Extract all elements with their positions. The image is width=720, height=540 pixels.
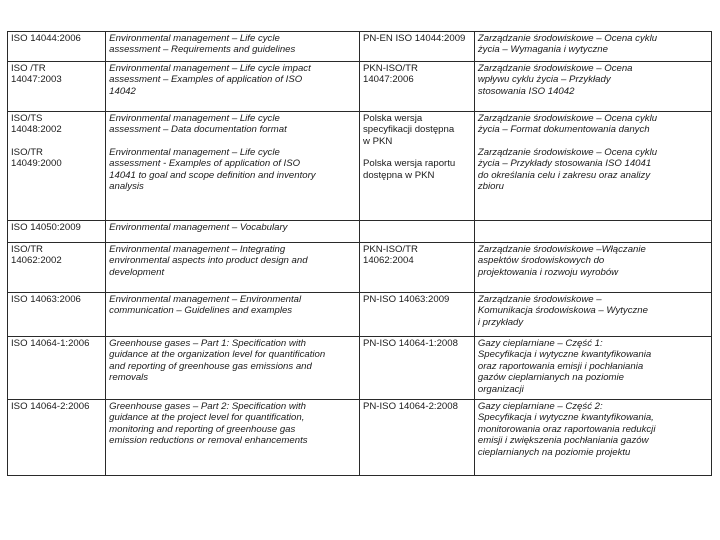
standard-number-cell-text: ISO/TR 14062:2002: [11, 244, 62, 267]
polish-standard-cell: [359, 400, 474, 476]
polish-standard-cell: [359, 112, 474, 221]
standard-number-cell: [8, 400, 106, 476]
standard-number-cell: [8, 337, 106, 400]
polish-standard-cell: [359, 293, 474, 337]
table-row: [8, 221, 712, 243]
english-title-cell-text: Greenhouse gases – Part 1: Specification with guidance at the organization level for quantification and reporting of greenhouse gas emissions and removals: [109, 338, 326, 384]
polish-title-cell: [474, 337, 711, 400]
polish-title-cell-text: Zarządzanie środowiskowe – Ocena wpływu cyklu życia – Przykłady stosowania ISO 14042: [477, 63, 633, 97]
polish-title-cell-text: Zarządzanie środowiskowe – Ocena cyklu życia – Wymagania i wytyczne: [477, 33, 658, 56]
standard-number-cell-text: ISO 14064-1:2006: [11, 338, 90, 349]
polish-title-cell: [474, 62, 711, 112]
english-title-cell: [106, 112, 360, 221]
standard-number-cell: [8, 62, 106, 112]
english-title-cell-text: Environmental management – Life cycle impact assessment – Examples of application of ISO 14042: [109, 63, 311, 97]
polish-title-cell: [474, 293, 711, 337]
english-title-cell: [106, 400, 360, 476]
table-row: [8, 62, 712, 112]
standard-number-cell: [8, 293, 106, 337]
english-title-cell: [106, 32, 360, 62]
polish-standard-cell-text: Polska wersja specyfikacji dostępna w PKN: [362, 113, 455, 147]
english-title-cell-text: Environmental management – Life cycle assessment – Requirements and guidelines: [109, 33, 296, 56]
standard-number-cell-text: ISO 14050:2009: [11, 222, 81, 233]
english-title-cell: [106, 221, 360, 243]
polish-standard-cell-text: PN-ISO 14064-1:2008: [362, 338, 458, 349]
standard-number-cell-text: ISO 14044:2006: [11, 33, 81, 44]
polish-title-cell-text: Gazy cieplarniane – Część 1: Specyfikacja i wytyczne kwantyfikowania oraz raportowania emisji i pochłaniania gazów cieplarnianych na poziomie organizacji: [477, 338, 652, 395]
paragraph-gap: [109, 136, 356, 147]
standard-number-cell: [8, 243, 106, 293]
polish-standard-cell-text: PN-EN ISO 14044:2009: [362, 33, 466, 44]
polish-title-cell-text: Zarządzanie środowiskowe – Ocena cyklu życia – Format dokumentowania danych: [477, 113, 658, 136]
paragraph-gap: [11, 136, 102, 147]
english-title-cell-text: Environmental management – Vocabulary: [109, 222, 288, 233]
standard-number-cell-text: ISO /TR 14047:2003: [11, 63, 62, 86]
standard-number-cell-text: ISO 14063:2006: [11, 294, 81, 305]
polish-title-cell-text: Zarządzanie środowiskowe – Ocena cyklu życia – Przykłady stosowania ISO 14041 do określania celu i zakresu oraz analizy zbioru: [477, 146, 658, 193]
standards-table: [7, 31, 712, 476]
polish-standard-cell-text: PN-ISO 14064-2:2008: [362, 401, 458, 412]
english-title-cell-text: Environmental management – Integrating environmental aspects into product design and development: [109, 244, 308, 278]
english-title-cell-text: Greenhouse gases – Part 2: Specification with guidance at the project level for quantification, monitoring and reporting of greenhouse gas emission reductions or removal enhancements: [109, 401, 308, 447]
polish-title-cell: [474, 243, 711, 293]
english-title-cell: [106, 337, 360, 400]
english-title-cell-text: Environmental management – Environmental communication – Guidelines and examples: [109, 294, 302, 317]
standard-number-cell: [8, 112, 106, 221]
polish-standard-cell: [359, 32, 474, 62]
polish-standard-cell: [359, 337, 474, 400]
standard-number-cell-text: ISO/TS 14048:2002: [11, 113, 62, 136]
english-title-cell: [106, 293, 360, 337]
polish-standard-cell-text: Polska wersja raportu dostępna w PKN: [362, 158, 456, 181]
table-row: [8, 243, 712, 293]
paragraph-gap: [363, 147, 471, 158]
polish-title-cell: [474, 112, 711, 221]
standard-number-cell-text: ISO/TR 14049:2000: [11, 146, 62, 170]
table-row: [8, 32, 712, 62]
english-title-cell: [106, 62, 360, 112]
table-row: [8, 293, 712, 337]
polish-standard-cell-text: PN-ISO 14063:2009: [362, 294, 450, 305]
polish-standard-cell: [359, 62, 474, 112]
polish-title-cell: [474, 400, 711, 476]
english-title-cell-text: Environmental management – Life cycle assessment - Examples of application of ISO 14041 to goal and scope definition and inventory analysis: [109, 146, 316, 193]
standards-table-body: [8, 32, 712, 476]
polish-title-cell-text: Zarządzanie środowiskowe – Komunikacja środowiskowa – Wytyczne i przykłady: [477, 294, 648, 328]
table-row: [8, 337, 712, 400]
english-title-cell-text: Environmental management – Life cycle assessment – Data documentation format: [109, 113, 287, 136]
table-row: [8, 112, 712, 221]
standard-number-cell-text: ISO 14064-2:2006: [11, 401, 90, 412]
polish-title-cell: [474, 32, 711, 62]
table-row: [8, 400, 712, 476]
standard-number-cell: [8, 32, 106, 62]
polish-title-cell: [474, 221, 711, 243]
polish-title-cell-text: Gazy cieplarniane – Część 2: Specyfikacja i wytyczne kwantyfikowania, monitorowania oraz raportowania redukcji emisji i zwiększenia pochłaniania gazów cieplarnianych na poziomie projektu: [477, 401, 656, 458]
polish-standard-cell: [359, 221, 474, 243]
standard-number-cell: [8, 221, 106, 243]
polish-standard-cell-text: PKN-ISO/TR 14047:2006: [362, 63, 418, 86]
polish-standard-cell-text: PKN-ISO/TR 14062:2004: [362, 244, 418, 267]
polish-title-cell-text: Zarządzanie środowiskowe –Włączanie aspektów środowiskowych do projektowania i rozwoju wyrobów: [477, 244, 646, 278]
polish-standard-cell: [359, 243, 474, 293]
paragraph-gap: [478, 136, 708, 147]
english-title-cell: [106, 243, 360, 293]
